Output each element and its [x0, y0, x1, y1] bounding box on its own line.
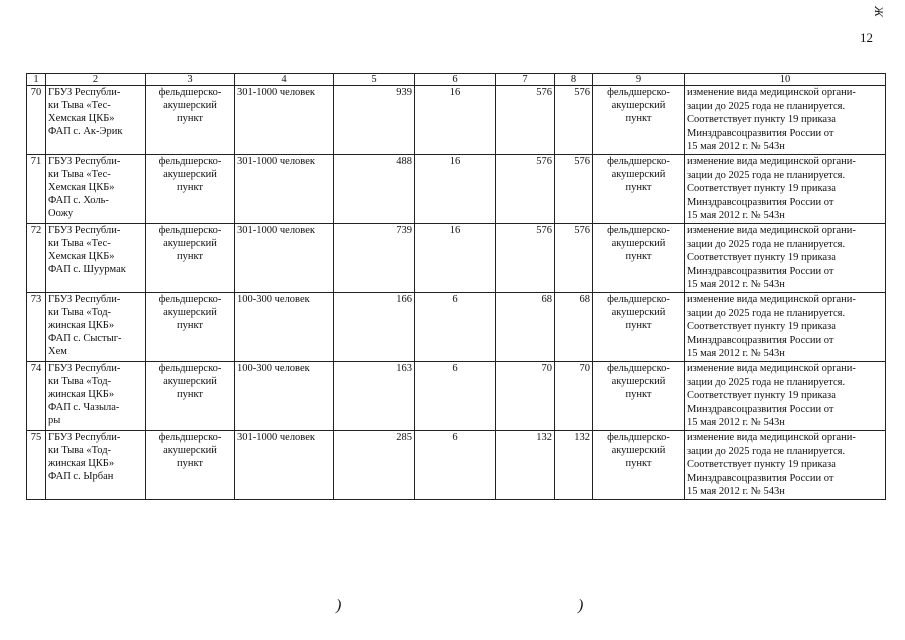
corner-mark: Ж [872, 6, 886, 17]
col-header-1: 1 [27, 74, 46, 86]
value-col-6: 16 [415, 86, 496, 155]
organization-name: ГБУЗ Республи- ки Тыва «Тод- жинская ЦКБ» ФАП с. Сыстыг- Хем [46, 293, 146, 362]
value-col-6: 16 [415, 224, 496, 293]
organization-name: ГБУЗ Республи- ки Тыва «Тес- Хемская ЦКБ» ФАП с. Холь- Оожу [46, 155, 146, 224]
col-header-10: 10 [685, 74, 886, 86]
value-col-6: 6 [415, 362, 496, 431]
population-value: 166 [334, 293, 415, 362]
organization-name: ГБУЗ Республи- ки Тыва «Тес- Хемская ЦКБ» ФАП с. Ак-Эрик [46, 86, 146, 155]
table-row [27, 293, 886, 362]
table-row [27, 362, 886, 431]
col-header-2: 2 [46, 74, 146, 86]
table-row [27, 431, 886, 500]
col-header-8: 8 [555, 74, 593, 86]
col-header-4: 4 [235, 74, 334, 86]
value-col-7: 132 [496, 431, 555, 500]
col-header-5: 5 [334, 74, 415, 86]
row-number: 74 [27, 362, 46, 431]
organization-type: фельдшерско- акушерский пункт [146, 155, 235, 224]
table-row [27, 155, 886, 224]
population-value: 488 [334, 155, 415, 224]
note: изменение вида медицинской органи- зации до 2025 года не планируется. Соответствует пункту 19 приказа Минздравсоцразвития России от 15 мая 2012 г. № 543н [685, 431, 886, 500]
col-header-7: 7 [496, 74, 555, 86]
planned-type: фельдшерско- акушерский пункт [593, 224, 685, 293]
value-col-6: 6 [415, 431, 496, 500]
population-value: 939 [334, 86, 415, 155]
population-range: 301-1000 человек [235, 431, 334, 500]
population-range: 301-1000 человек [235, 86, 334, 155]
scan-mark-left: ) [336, 597, 342, 614]
table-row [27, 86, 886, 155]
row-number: 71 [27, 155, 46, 224]
planned-type: фельдшерско- акушерский пункт [593, 86, 685, 155]
note: изменение вида медицинской органи- зации до 2025 года не планируется. Соответствует пункту 19 приказа Минздравсоцразвития России от 15 мая 2012 г. № 543н [685, 155, 886, 224]
value-col-7: 70 [496, 362, 555, 431]
page-number: 12 [860, 30, 873, 45]
population-value: 285 [334, 431, 415, 500]
row-number: 70 [27, 86, 46, 155]
value-col-7: 576 [496, 86, 555, 155]
note: изменение вида медицинской органи- зации до 2025 года не планируется. Соответствует пункту 19 приказа Минздравсоцразвития России от 15 мая 2012 г. № 543н [685, 224, 886, 293]
medical-organizations-table [26, 73, 886, 500]
organization-type: фельдшерско- акушерский пункт [146, 293, 235, 362]
organization-type: фельдшерско- акушерский пункт [146, 362, 235, 431]
value-col-6: 16 [415, 155, 496, 224]
col-header-9: 9 [593, 74, 685, 86]
population-range: 301-1000 человек [235, 155, 334, 224]
row-number: 75 [27, 431, 46, 500]
value-col-8: 68 [555, 293, 593, 362]
organization-type: фельдшерско- акушерский пункт [146, 86, 235, 155]
planned-type: фельдшерско- акушерский пункт [593, 362, 685, 431]
note: изменение вида медицинской органи- зации до 2025 года не планируется. Соответствует пункту 19 приказа Минздравсоцразвития России от 15 мая 2012 г. № 543н [685, 293, 886, 362]
population-value: 739 [334, 224, 415, 293]
organization-name: ГБУЗ Республи- ки Тыва «Тод- жинская ЦКБ» ФАП с. Ырбан [46, 431, 146, 500]
row-number: 73 [27, 293, 46, 362]
planned-type: фельдшерско- акушерский пункт [593, 155, 685, 224]
value-col-8: 70 [555, 362, 593, 431]
value-col-6: 6 [415, 293, 496, 362]
planned-type: фельдшерско- акушерский пункт [593, 293, 685, 362]
header-row [27, 74, 886, 86]
population-value: 163 [334, 362, 415, 431]
value-col-8: 576 [555, 155, 593, 224]
organization-name: ГБУЗ Республи- ки Тыва «Тод- жинская ЦКБ» ФАП с. Чазыла- ры [46, 362, 146, 431]
row-number: 72 [27, 224, 46, 293]
population-range: 100-300 человек [235, 362, 334, 431]
table-row [27, 224, 886, 293]
note: изменение вида медицинской органи- зации до 2025 года не планируется. Соответствует пункту 19 приказа Минздравсоцразвития России от 15 мая 2012 г. № 543н [685, 362, 886, 431]
col-header-3: 3 [146, 74, 235, 86]
value-col-7: 576 [496, 224, 555, 293]
scan-mark-right: ) [578, 597, 584, 614]
col-header-6: 6 [415, 74, 496, 86]
organization-name: ГБУЗ Республи- ки Тыва «Тес- Хемская ЦКБ» ФАП с. Шуурмак [46, 224, 146, 293]
value-col-8: 132 [555, 431, 593, 500]
population-range: 100-300 человек [235, 293, 334, 362]
population-range: 301-1000 человек [235, 224, 334, 293]
organization-type: фельдшерско- акушерский пункт [146, 431, 235, 500]
value-col-8: 576 [555, 224, 593, 293]
value-col-7: 68 [496, 293, 555, 362]
value-col-7: 576 [496, 155, 555, 224]
organization-type: фельдшерско- акушерский пункт [146, 224, 235, 293]
value-col-8: 576 [555, 86, 593, 155]
planned-type: фельдшерско- акушерский пункт [593, 431, 685, 500]
note: изменение вида медицинской органи- зации до 2025 года не планируется. Соответствует пункту 19 приказа Минздравсоцразвития России от 15 мая 2012 г. № 543н [685, 86, 886, 155]
